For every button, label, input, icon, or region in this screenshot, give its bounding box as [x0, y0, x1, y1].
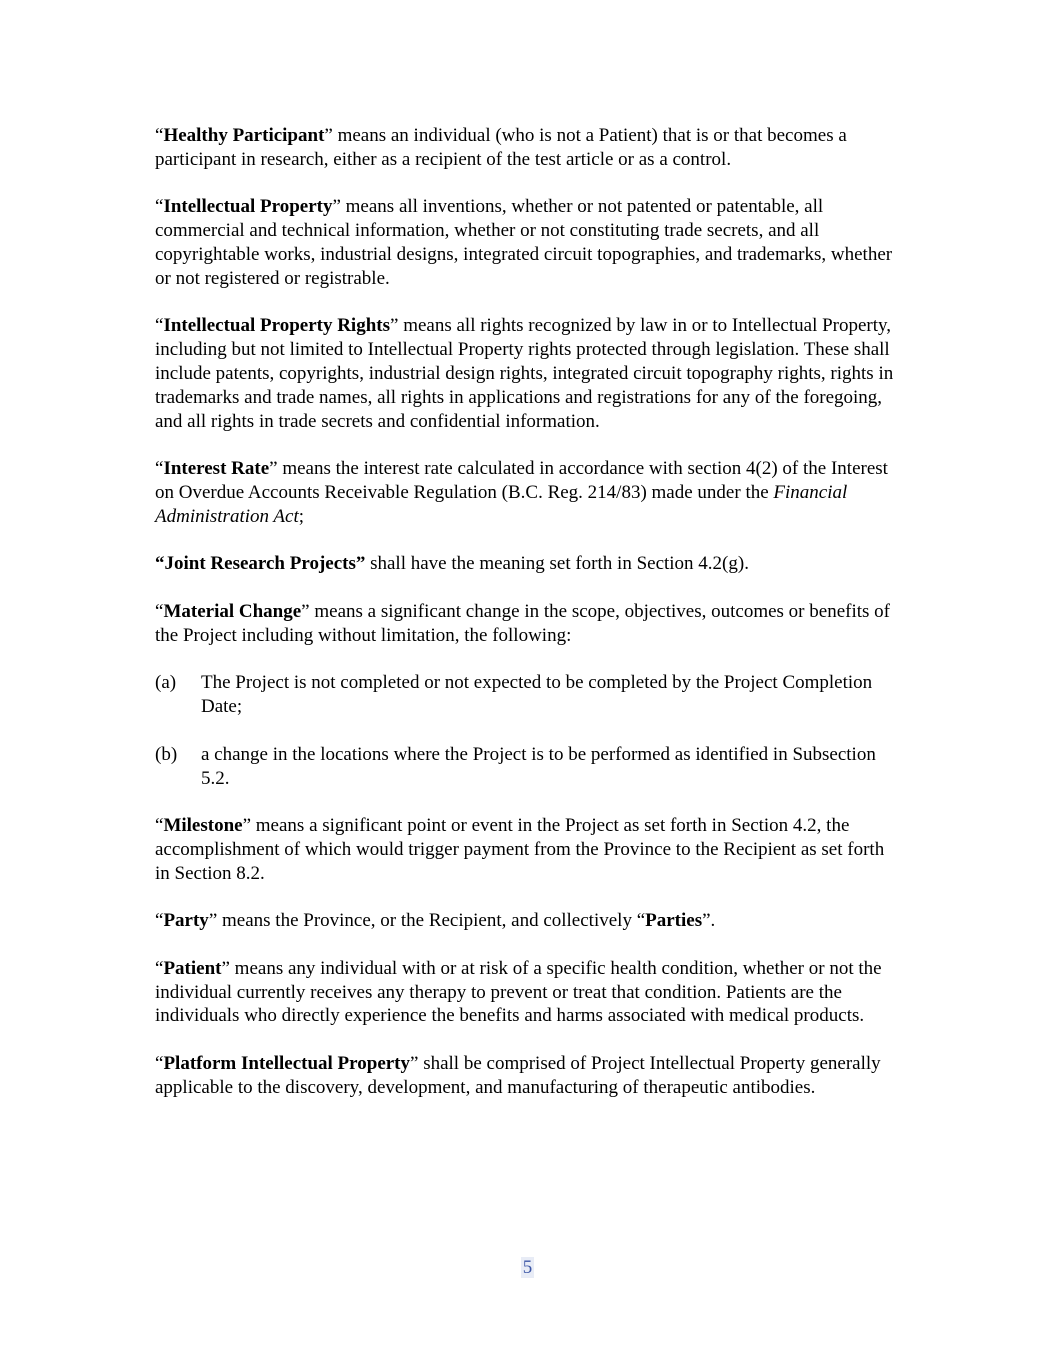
defined-term: Party	[163, 910, 209, 932]
document-body	[155, 124, 900, 1123]
close-quote: ”	[332, 196, 341, 218]
close-quote: ”	[324, 125, 333, 146]
defined-term: Interest Rate	[163, 458, 270, 480]
definition-text: means any individual with or at risk of a specific health condition, whether or not the individual currently receives any therapy to prevent or treat that condition. Patients are the individuals who directly experience the benefits and harms associated with medical products.	[155, 957, 882, 1027]
list-item	[155, 743, 900, 791]
definition-intellectual-property-rights	[155, 314, 900, 433]
close-quote: ”	[269, 458, 278, 480]
open-quote: “	[155, 910, 164, 932]
definition-party	[155, 909, 900, 933]
list-item-text: The Project is not completed or not expected to be completed by the Project Completion Date;	[201, 672, 873, 718]
defined-term: Milestone	[163, 815, 243, 837]
defined-term: Intellectual Property Rights	[163, 315, 390, 337]
close-quote: ”	[221, 957, 230, 979]
defined-term-plural: Parties	[645, 910, 703, 932]
list-item-text: a change in the locations where the Project is to be performed as identified in Subsection 5.2.	[201, 743, 876, 789]
open-quote: “	[155, 600, 164, 622]
definition-platform-intellectual-property	[155, 1052, 900, 1100]
close-quote: ”	[208, 910, 218, 932]
open-quote: “	[155, 315, 164, 337]
defined-term: Patient	[163, 957, 222, 979]
open-quote: “	[155, 196, 164, 218]
open-quote: “	[155, 957, 164, 979]
defined-term: “Joint Research Projects”	[155, 553, 366, 575]
definition-text: means all inventions, whether or not patented or patentable, all commercial and technical information, whether or not constituting trade secrets, and all copyrightable works, industrial designs, integrated circuit topographies, and trademarks, whether or not registered or registrable.	[155, 196, 893, 289]
definition-tail: ”.	[702, 910, 716, 932]
definition-text: means an individual (who is not a Patient) that is or that becomes a participant in research, either as a recipient of the test article or as a control.	[155, 125, 847, 170]
definition-milestone	[155, 814, 900, 885]
close-quote: ”	[410, 1053, 419, 1075]
definition-text: means all rights recognized by law in or to Intellectual Property, including but not limited to Intellectual Property rights protected through legislation. These shall include patents, copyrights, industrial design rights, integrated circuit topography rights, rights in trademarks and trade names, all rights in applications and registrations for any of the foregoing, and all rights in trade secrets and confidential information.	[155, 315, 894, 432]
open-quote: “	[155, 458, 164, 480]
list-item-label: (b)	[155, 743, 178, 765]
close-quote: ”	[390, 315, 399, 337]
definition-text: shall have the meaning set forth in Section 4.2(g).	[365, 553, 749, 575]
defined-term: Platform Intellectual Property	[163, 1053, 411, 1075]
open-quote: “	[155, 125, 164, 146]
definition-tail: ;	[298, 505, 305, 527]
definition-intellectual-property	[155, 195, 900, 290]
definition-text: means the Province, or the Recipient, and collectively “	[217, 910, 646, 932]
definition-text: means a significant point or event in the Project as set forth in Section 4.2, the accomplishment of which would trigger payment from the Province to the Recipient as set forth in Section 8.2.	[155, 815, 885, 884]
definition-material-change	[155, 600, 900, 648]
list-item-label: (a)	[155, 672, 177, 694]
definition-text: means a significant change in the scope, objectives, outcomes or benefits of the Project including without limitation, the following:	[155, 600, 890, 646]
definition-joint-research-projects	[155, 552, 900, 576]
defined-term: Intellectual Property	[163, 196, 333, 218]
definition-text: means the interest rate calculated in accordance with section 4(2) of the Interest on Overdue Accounts Receivable Regulation (B.C. Reg. 214/83) made under the	[155, 458, 888, 503]
open-quote: “	[155, 815, 164, 837]
close-quote: ”	[301, 600, 310, 622]
defined-term: Healthy Participant	[163, 125, 325, 146]
definition-healthy-participant	[155, 124, 900, 172]
open-quote: “	[155, 1053, 164, 1075]
list-item	[155, 671, 900, 719]
page-number-value: 5	[522, 1257, 533, 1278]
definition-text: shall be comprised of Project Intellectual Property generally applicable to the discovery, development, and manufacturing of therapeutic antibodies.	[155, 1053, 881, 1098]
close-quote: ”	[242, 815, 252, 837]
defined-term: Material Change	[163, 600, 302, 622]
page-number	[0, 1256, 1055, 1280]
definition-patient	[155, 957, 900, 1028]
act-title: Financial Administration Act	[155, 481, 848, 527]
definition-interest-rate	[155, 457, 900, 528]
